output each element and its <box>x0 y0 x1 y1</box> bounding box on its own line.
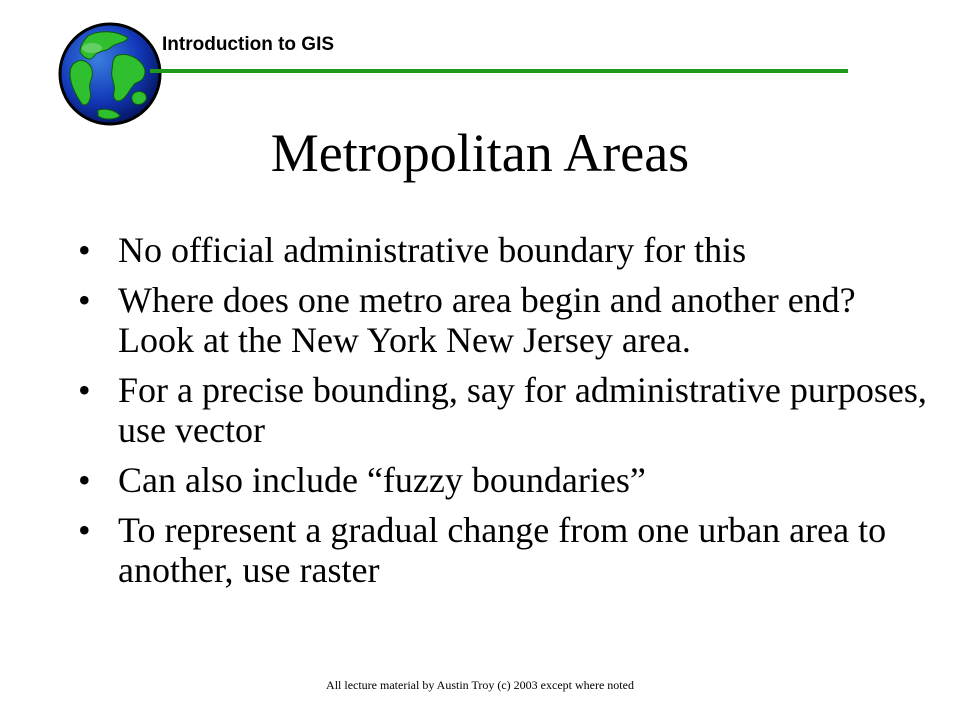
bullet-item <box>78 510 928 590</box>
bullet-list <box>78 230 928 600</box>
bullet-item <box>78 370 928 450</box>
bullet-item <box>78 280 928 360</box>
bullet-text: To represent a gradual change from one urban area to another, use raster <box>118 510 887 590</box>
bullet-icon: • <box>78 460 91 500</box>
bullet-item <box>78 230 928 270</box>
course-title: Introduction to GIS <box>162 34 335 55</box>
globe-icon <box>58 22 162 126</box>
bullet-icon: • <box>78 370 91 410</box>
bullet-icon: • <box>78 280 91 320</box>
bullet-text: No official administrative boundary for this <box>118 230 747 270</box>
bullet-icon: • <box>78 510 91 550</box>
slide-title: Metropolitan Areas <box>270 123 690 183</box>
footer-credit: All lecture material by Austin Troy (c) 2003 except where noted <box>326 678 634 692</box>
header-divider <box>150 69 848 73</box>
bullet-item <box>78 460 928 500</box>
bullet-text: Can also include “fuzzy boundaries” <box>118 460 646 500</box>
bullet-icon: • <box>78 230 91 270</box>
bullet-text: Where does one metro area begin and another end? Look at the New York New Jersey area. <box>118 280 856 360</box>
bullet-text: For a precise bounding, say for administrative purposes, use vector <box>118 370 927 450</box>
